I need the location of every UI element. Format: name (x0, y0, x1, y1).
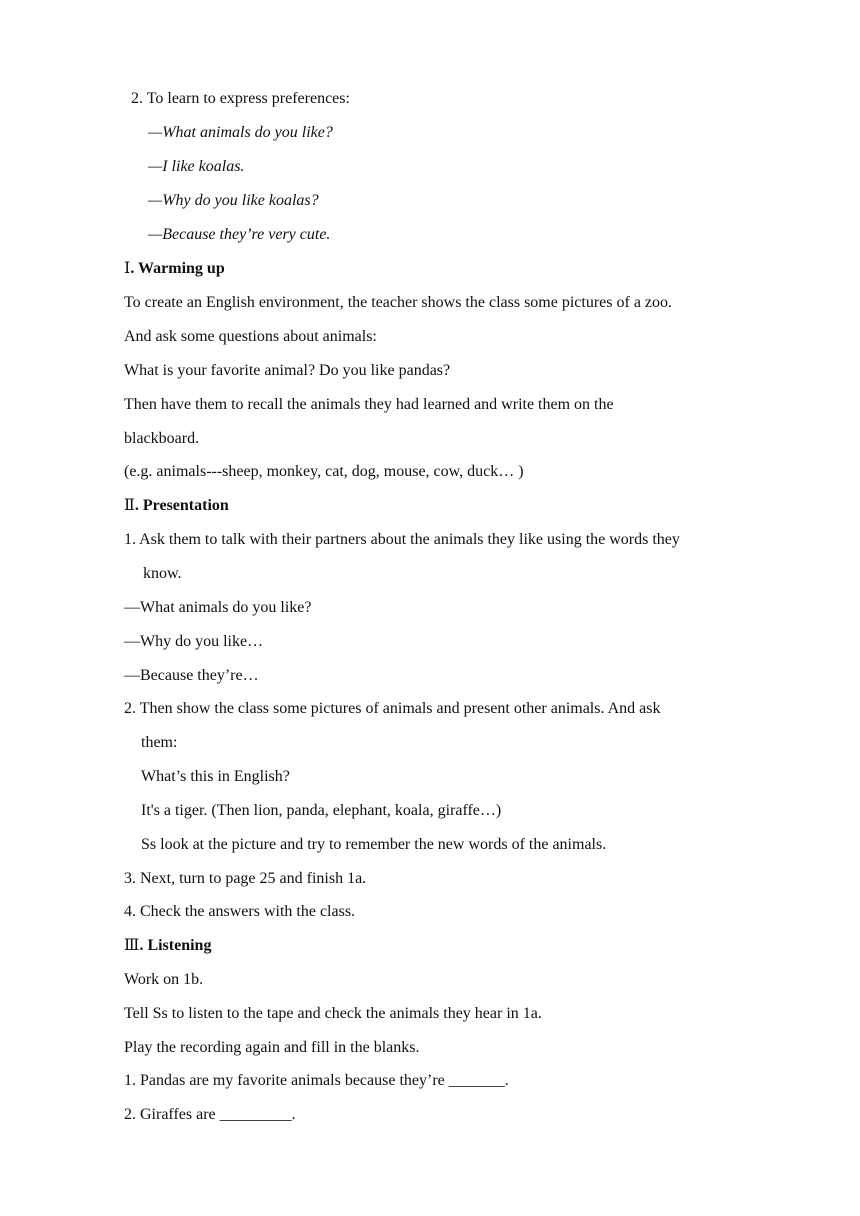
paragraph-line: It's a tiger. (Then lion, panda, elephant, koala, giraffe…) (141, 802, 502, 819)
paragraph-line: 3. Next, turn to page 25 and finish 1a. (124, 870, 367, 887)
paragraph-line: blackboard. (124, 430, 200, 447)
dialogue-line: —Why do you like… (124, 633, 264, 650)
paragraph-line: 4. Check the answers with the class. (124, 903, 356, 920)
paragraph-line: 1. Ask them to talk with their partners about the animals they like using the words they (124, 531, 680, 548)
section-heading-text: . Listening (139, 937, 212, 954)
paragraph-line: What’s this in English? (141, 768, 290, 785)
dialogue-line: —What animals do you like? (148, 124, 333, 141)
paragraph-line: (e.g. animals---sheep, monkey, cat, dog, mouse, cow, duck… ) (124, 463, 524, 480)
dialogue-line: —Because they’re very cute. (148, 226, 331, 243)
section-numeral: Ⅰ (124, 260, 131, 277)
paragraph-line: Work on 1b. (124, 971, 204, 988)
section-heading-text: . Presentation (134, 497, 229, 514)
paragraph-line: Then have them to recall the animals they had learned and write them on the (124, 396, 614, 413)
section-numeral: Ⅲ (124, 937, 140, 954)
paragraph-line: 2. Then show the class some pictures of animals and present other animals. And ask (124, 700, 661, 717)
paragraph-line: Play the recording again and fill in the blanks. (124, 1039, 420, 1056)
dialogue-line: —Why do you like koalas? (148, 192, 319, 209)
dialogue-line: —What animals do you like? (124, 599, 312, 616)
paragraph-line: And ask some questions about animals: (124, 328, 377, 345)
dialogue-line: —I like koalas. (148, 158, 245, 175)
paragraph-line: Ss look at the picture and try to remember the new words of the animals. (141, 836, 607, 853)
section-heading-warming-up (124, 259, 225, 279)
section-heading-listening (124, 936, 211, 956)
fill-blank-item: 2. Giraffes are _________. (124, 1106, 296, 1123)
paragraph-line: What is your favorite animal? Do you like pandas? (124, 362, 451, 379)
paragraph-line: Tell Ss to listen to the tape and check the animals they hear in 1a. (124, 1005, 542, 1022)
section-numeral: Ⅱ (124, 497, 135, 514)
objective-title: 2. To learn to express preferences: (131, 90, 350, 107)
paragraph-line: know. (143, 565, 182, 582)
paragraph-line: To create an English environment, the teacher shows the class some pictures of a zoo. (124, 294, 673, 311)
section-heading-text: . Warming up (130, 260, 225, 277)
section-heading-presentation (124, 496, 229, 516)
paragraph-line: them: (141, 734, 178, 751)
dialogue-line: —Because they’re… (124, 667, 259, 684)
fill-blank-item: 1. Pandas are my favorite animals because they’re _______. (124, 1072, 509, 1089)
